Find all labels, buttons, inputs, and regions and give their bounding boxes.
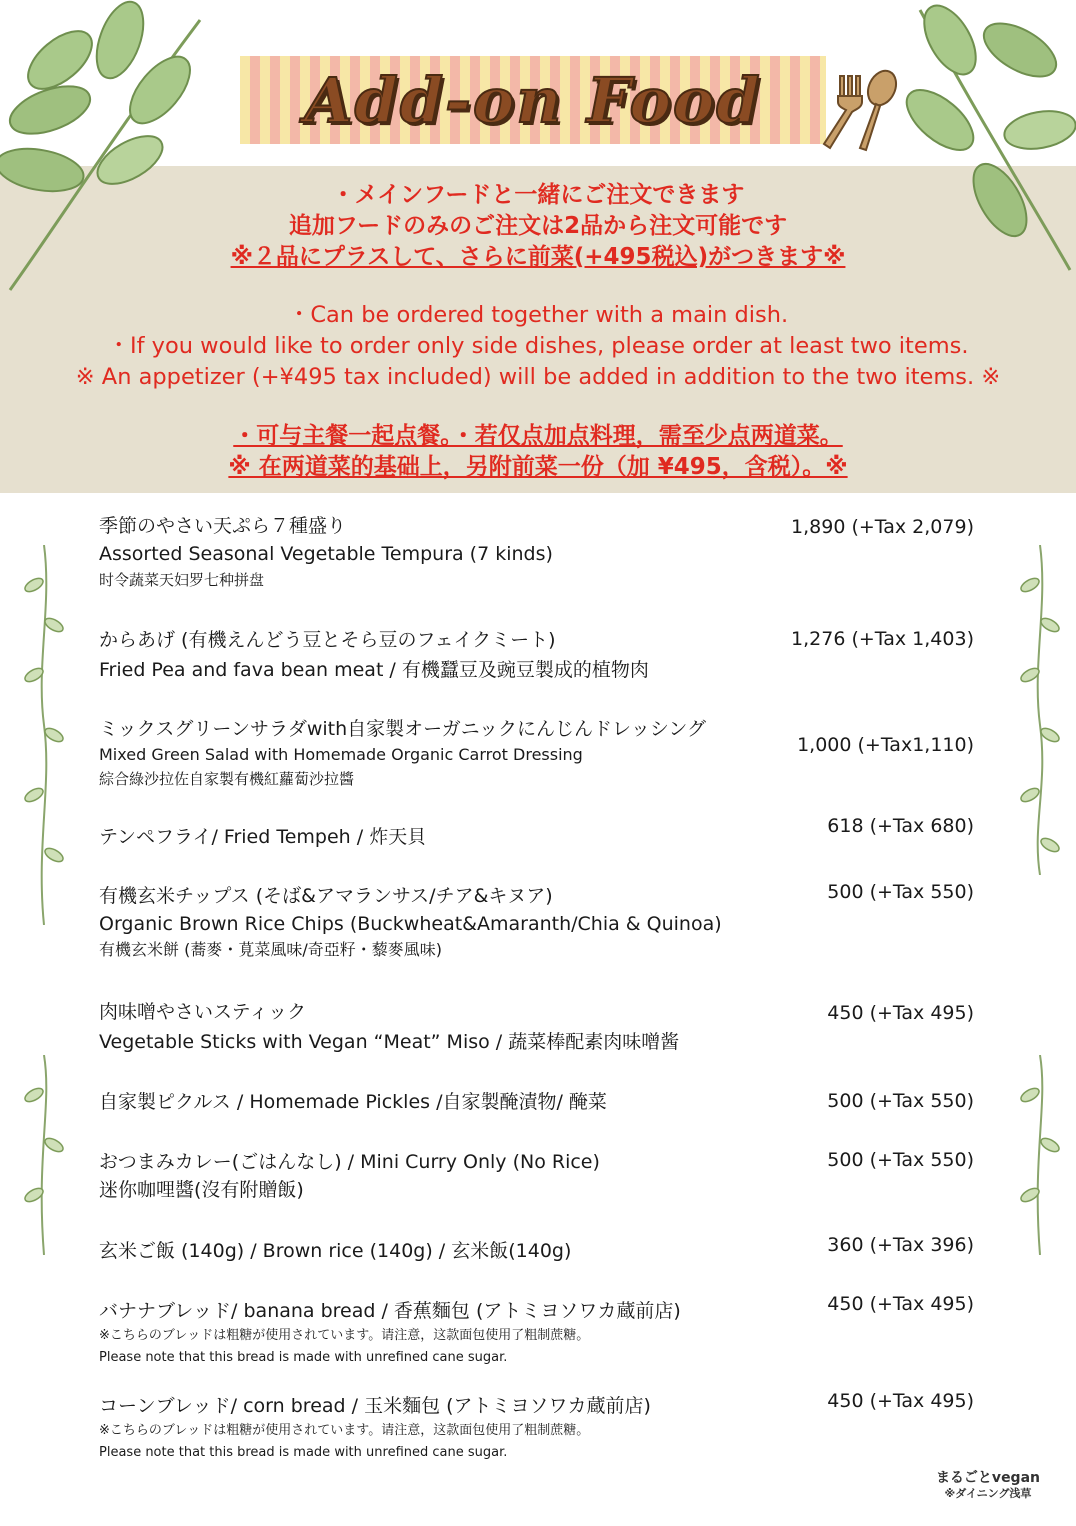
item-price: 1,890 (+Tax 2,079) (791, 516, 974, 538)
item-price: 450 (+Tax 495) (827, 1002, 974, 1024)
brand-logo (936, 1470, 1040, 1502)
vine-left-top-icon (22, 545, 66, 925)
item-price: 450 (+Tax 495) (827, 1293, 974, 1315)
menu-item-brown-rice (99, 1237, 819, 1265)
menu-item-pickles (99, 1088, 819, 1116)
page-title: Add-on Food (304, 63, 762, 137)
item-name-jp: 有機玄米チップス (そば&アマランサス/チア&キヌア) (99, 885, 553, 907)
item-price: 618 (+Tax 680) (827, 815, 974, 837)
item-name-zh: 时令蔬菜天妇罗七种拼盘 (99, 571, 265, 589)
menu-item-vegetable-sticks (99, 998, 819, 1056)
item-note-sugar-en: Please note that this bread is made with unrefined cane sugar. (99, 1350, 508, 1365)
item-price: 500 (+Tax 550) (827, 881, 974, 903)
item-name-en: Vegetable Sticks with Vegan “Meat” Miso / 蔬菜棒配素肉味噌酱 (99, 1031, 680, 1053)
menu-item-rice-chips (99, 882, 819, 962)
item-name-jp: 肉味噌やさいスティック (99, 1001, 307, 1023)
item-price: 450 (+Tax 495) (827, 1390, 974, 1412)
item-name-jp: ミックスグリーンサラダwith自家製オーガニックにんじんドレッシング (99, 718, 706, 740)
item-price: 1,000 (+Tax1,110) (797, 734, 974, 756)
vine-right-top-icon (1018, 545, 1062, 875)
title-banner (240, 56, 826, 144)
notice-zh-2: ※ 在两道菜的基础上，另附前菜一份（加 ¥495，含税）。※ (228, 454, 848, 480)
fork-spoon-icon (820, 66, 900, 152)
item-name: テンペフライ/ Fried Tempeh / 炸天貝 (99, 826, 427, 848)
logo-line-1: まるごとvegan (935, 1470, 1040, 1486)
item-price: 1,276 (+Tax 1,403) (791, 628, 974, 650)
item-name: コーンブレッド/ corn bread / 玉米麵包 (アトミヨソワカ蔵前店) (99, 1395, 651, 1417)
menu-item-karaage (99, 626, 819, 684)
menu-item-salad (99, 715, 819, 791)
item-name-zh: 綜合綠沙拉佐自家製有機紅蘿蔔沙拉醬 (99, 770, 355, 788)
item-name-jp: 季節のやさい天ぷら７種盛り (99, 515, 347, 537)
item-name-en: Mixed Green Salad with Homemade Organic Carrot Dressing (99, 745, 583, 764)
item-name-en: Assorted Seasonal Vegetable Tempura (7 kinds) (99, 543, 553, 565)
notice-jp-3: ※２品にプラスして、さらに前菜(+495税込)がつきます※ (230, 244, 846, 270)
item-price: 500 (+Tax 550) (827, 1090, 974, 1112)
item-name-jp: からあげ (有機えんどう豆とそら豆のフェイクミート) (99, 629, 556, 651)
notice-jp-1: ・メインフードと一緒にご注文できます (331, 182, 745, 208)
notice-en-3: ※ An appetizer (+¥495 tax included) will be added in addition to the two items. ※ (75, 364, 1001, 390)
menu-item-corn-bread (99, 1392, 819, 1464)
item-name-zh: 迷你咖哩醬(沒有附贈飯) (99, 1179, 304, 1201)
item-name: バナナブレッド/ banana bread / 香蕉麵包 (アトミヨソワカ蔵前店) (99, 1300, 681, 1322)
menu-item-tempura (99, 512, 819, 592)
notice-en-1: ・Can be ordered together with a main dish. (287, 302, 789, 328)
notice-jp-2: 追加フードのみのご注文は2品から注文可能です (288, 213, 788, 239)
item-name: 玄米ご飯 (140g) / Brown rice (140g) / 玄米飯(140g) (99, 1240, 572, 1262)
item-name: おつまみカレー(ごはんなし) / Mini Curry Only (No Rice) (99, 1151, 600, 1173)
notice-zh-1: ・可与主餐一起点餐。・若仅点加点料理，需至少点两道菜。 (233, 423, 843, 449)
vine-left-bottom-icon (22, 1055, 66, 1255)
menu-item-mini-curry (99, 1148, 819, 1204)
item-note-sugar: ※こちらのブレッドは粗糖が使用されています。请注意，这款面包使用了粗制蔗糖。 (99, 1423, 590, 1438)
menu-item-banana-bread (99, 1297, 819, 1369)
menu-item-tempeh (99, 823, 819, 851)
notice-en-2: ・If you would like to order only side dishes, please order at least two items. (107, 333, 969, 359)
logo-line-2: ※ダイニング浅草 (944, 1487, 1032, 1500)
item-price: 360 (+Tax 396) (827, 1234, 974, 1256)
vine-right-bottom-icon (1018, 1055, 1062, 1255)
item-name: 自家製ピクルス / Homemade Pickles /自家製醃漬物/ 醃菜 (99, 1091, 607, 1113)
item-name-en: Fried Pea and fava bean meat / 有機蠶豆及豌豆製成的植物肉 (99, 659, 649, 681)
item-note-sugar: ※こちらのブレッドは粗糖が使用されています。请注意，这款面包使用了粗制蔗糖。 (99, 1328, 590, 1343)
item-name-zh: 有機玄米餅 (蕎麥・莧菜風味/奇亞籽・藜麥風味) (99, 940, 442, 959)
item-note-sugar-en: Please note that this bread is made with unrefined cane sugar. (99, 1445, 508, 1460)
item-name-en: Organic Brown Rice Chips (Buckwheat&Amaranth/Chia & Quinoa) (99, 913, 722, 935)
item-price: 500 (+Tax 550) (827, 1149, 974, 1171)
